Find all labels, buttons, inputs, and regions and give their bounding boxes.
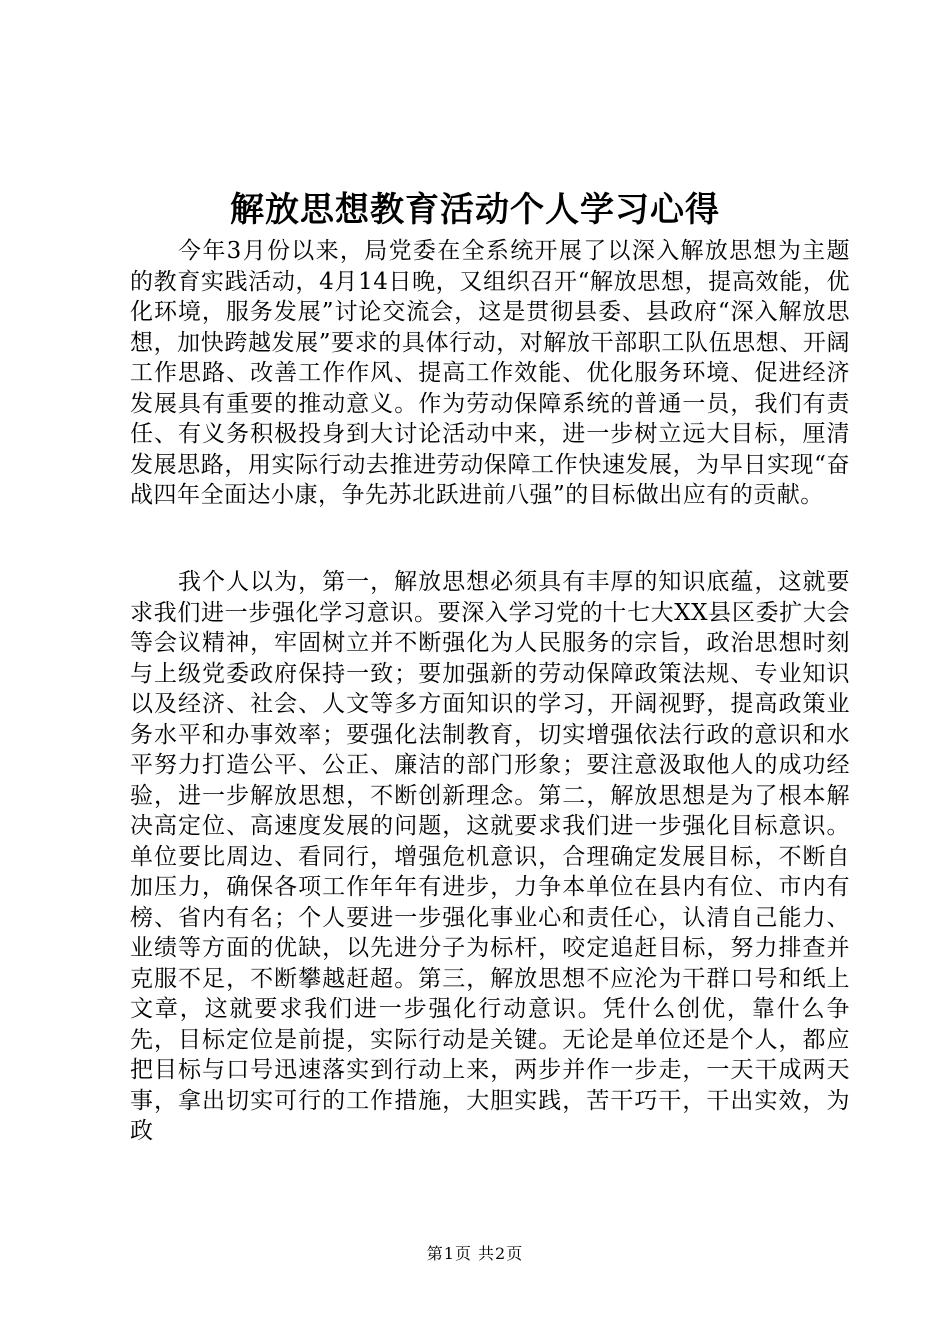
document-title: 解放思想教育活动个人学习心得 — [230, 190, 720, 230]
page-footer: 第1页 共2页 — [426, 1244, 524, 1263]
body-paragraph-1: 今年3月份以来，局党委在全系统开展了以深入解放思想为主题的教育实践活动，4月14日晚，又组织召开“解放思想，提高效能，优化环境，服务发展”讨论交流会，这是贯彻县委、县政府“深入解放思想，加快跨越发展”要求的具体行动，对解放干部职工队伍思想、开阔工作思路、改善工作作风、提高工作效能、优化服务环境、促进经济发展具有重要的推动意义。作为劳动保障系统的普通一员，我们有责任、有义务积极投身到大讨论活动中来，进一步树立远大目标，厘清发展思路，用实际行动去推进劳动保障工作快速发展，为早日实现“奋战四年全面达小康，争先苏北跃进前八强”的目标做出应有的贡献。 — [130, 238, 850, 508]
body-paragraph-2: 我个人以为，第一，解放思想必须具有丰厚的知识底蕴，这就要求我们进一步强化学习意识。要深入学习党的十七大XX县区委扩大会等会议精神，牢固树立并不断强化为人民服务的宗旨，政治思想时刻与上级党委政府保持一致；要加强新的劳动保障政策法规、专业知识以及经济、社会、人文等多方面知识的学习，开阔视野，提高政策业务水平和办事效率；要强化法制教育，切实增强依法行政的意识和水平努力打造公平、公正、廉洁的部门形象；要注意汲取他人的成功经验，进一步解放思想，不断创新理念。第二，解放思想是为了根本解决高定位、高速度发展的问题，这就要求我们进一步强化目标意识。单位要比周边、看同行，增强危机意识，合理确定发展目标，不断自加压力，确保各项工作年年有进步，力争本单位在县内有位、市内有榜、省内有名；个人要进一步强化事业心和责任心，认清自己能力、业绩等方面的优缺，以先进分子为标杆，咬定追赶目标，努力排查并克服不足，不断攀越赶超。第三，解放思想不应沦为干群口号和纸上文章，这就要求我们进一步强化行动意识。凭什么创优，靠什么争先，目标定位是前提，实际行动是关键。无论是单位还是个人，都应把目标与口号迅速落实到行动上来，两步并作一步走，一天干成两天事，拿出切实可行的工作措施，大胆实践，苦干巧干，干出实效，为政 — [130, 569, 850, 1144]
